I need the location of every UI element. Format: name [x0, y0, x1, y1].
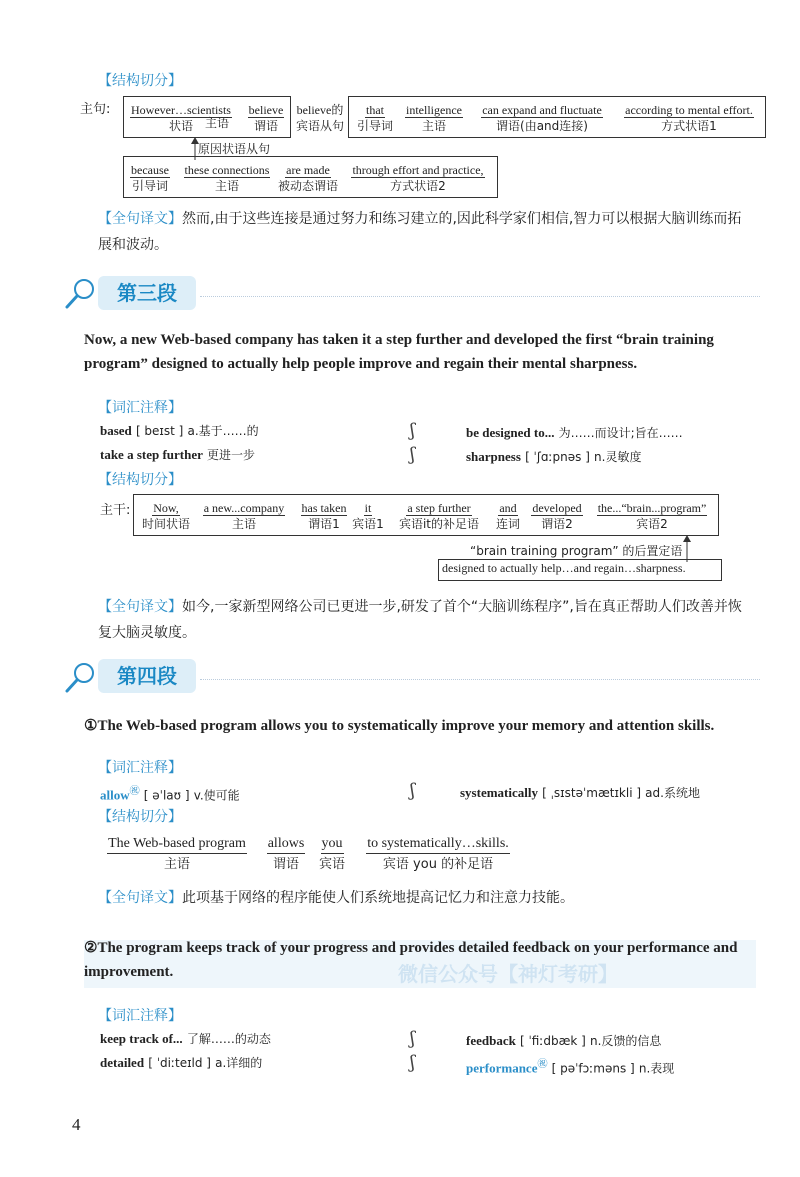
vocab-sharpness: sharpness [ ˈʃɑːpnəs ] n.灵敏度	[466, 449, 642, 464]
s3-vocab-tag: 【词汇注释】	[98, 400, 182, 416]
post-modifier-text: designed to actually help…and regain…sharpness.	[442, 561, 686, 575]
s4-translation-1: 【全句译文】此项基于网络的程序能使人们系统地提高记忆力和注意力技能。	[98, 890, 574, 906]
section-3-dotted-line	[200, 296, 760, 297]
s3-translation: 【全句译文】如今,一家新型网络公司已更进一步,研发了首个“大脑训练程序”,旨在真正帮助人们改善并恢复大脑灵敏度。	[98, 599, 742, 641]
s1-subject-label: 主语	[204, 116, 229, 130]
vocab-detailed: detailed [ ˈdiːteɪld ] a.详细的	[100, 1055, 263, 1070]
s4-vocab-tag: 【词汇注释】	[98, 760, 182, 776]
vocab-allow: allow㊗ [ əˈlaʊ ] v.使可能	[100, 786, 240, 803]
reason-subject: these connections 主语	[184, 163, 270, 193]
vocab-divider-icon: ʃ	[410, 1052, 415, 1073]
s3-subject: a new...company 主语	[203, 501, 285, 531]
watermark: 微信公众号【神灯考研】	[398, 962, 618, 986]
vocab-performance: performance㊗ [ pəˈfɔːməns ] n.表现	[466, 1059, 675, 1076]
s3-main-label: 主干:	[100, 503, 131, 518]
vocab-step-further: take a step further 更进一步	[100, 447, 256, 462]
section-3-title: 第三段	[98, 276, 196, 310]
s4-object: you 宾语	[318, 836, 345, 872]
clause-that: that 引导词	[356, 103, 393, 133]
s3-now: Now, 时间状语	[141, 501, 190, 531]
section-4-title: 第四段	[98, 659, 196, 693]
s4-complement: to systematically…skills. 宾语 you 的补足语	[367, 836, 509, 872]
vocab-designed: be designed to... 为……而设计;旨在……	[466, 425, 683, 440]
vocab-divider-icon: ʃ	[410, 420, 415, 441]
s1-adverbial: However…scientists 状语	[131, 103, 231, 133]
s3-complement: a step further 宾语it的补足语	[398, 501, 480, 531]
reason-predicate: are made 被动态谓语	[277, 163, 338, 193]
vocab-keep-track: keep track of... 了解……的动态	[100, 1031, 271, 1046]
page-number: 4	[72, 1115, 81, 1134]
s1-translation: 【全句译文】然而,由于这些连接是通过努力和练习建立的,因此科学家们相信,智力可以根据大脑训练而拓展和波动。	[98, 211, 742, 253]
section-4-paragraph-1: ①The Web-based program allows you to systematically improve your memory and attention skills.	[84, 718, 715, 734]
reason-because: because 引导词	[131, 163, 169, 193]
reason-adverbial2: through effort and practice, 方式状语2	[352, 163, 484, 193]
vocab-divider-icon: ʃ	[410, 444, 415, 465]
structure-tag: 【结构切分】	[98, 73, 182, 89]
s4-vocab-tag-2: 【词汇注释】	[98, 1008, 182, 1024]
s3-obj1: it 宾语1	[352, 501, 384, 531]
magnifier-icon	[64, 276, 100, 312]
main-clause-label: 主句:	[80, 102, 111, 117]
s4-predicate: allows 谓语	[267, 836, 305, 872]
vocab-feedback: feedback [ ˈfiːdbæk ] n.反馈的信息	[466, 1033, 662, 1048]
reason-clause-label: 原因状语从句	[198, 142, 271, 156]
believe-of: believe的 宾语从句	[295, 103, 344, 133]
clause-adverbial1: according to mental effort. 方式状语1	[625, 103, 753, 133]
vocab-systematically: systematically [ ˌsɪstəˈmætɪkli ] ad.系统地	[460, 785, 700, 800]
section-4-dotted-line	[200, 679, 760, 680]
post-modifier-label: “brain training program” 的后置定语	[470, 544, 683, 558]
s3-pred1: has taken 谓语1	[301, 501, 347, 531]
vocab-divider-icon: ʃ	[410, 780, 415, 801]
s4-subject: The Web-based program 主语	[108, 836, 246, 872]
s3-pred2: developed 谓语2	[532, 501, 582, 531]
s3-and: and 连词	[495, 501, 520, 531]
s1-predicate: believe 谓语	[248, 103, 284, 133]
vocab-based: based [ beɪst ] a.基于……的	[100, 423, 259, 438]
vocab-divider-icon: ʃ	[410, 1028, 415, 1049]
section-4-paragraph-2: ②The program keeps track of your progress and provides detailed feedback on your performance and improvement.	[84, 940, 738, 980]
s3-obj2: the...“brain...program” 宾语2	[597, 501, 707, 531]
magnifier-icon	[64, 660, 100, 696]
clause-predicate: can expand and fluctuate 谓语(由and连接)	[482, 103, 602, 133]
s4-structure-tag: 【结构切分】	[98, 809, 182, 825]
s3-structure-tag: 【结构切分】	[98, 472, 182, 488]
section-3-paragraph: Now, a new Web-based company has taken it a step further and developed the first “brain training program” designed to actually help people improve and regain their mental sharpness.	[84, 332, 714, 372]
clause-subject: intelligence 主语	[406, 103, 462, 133]
